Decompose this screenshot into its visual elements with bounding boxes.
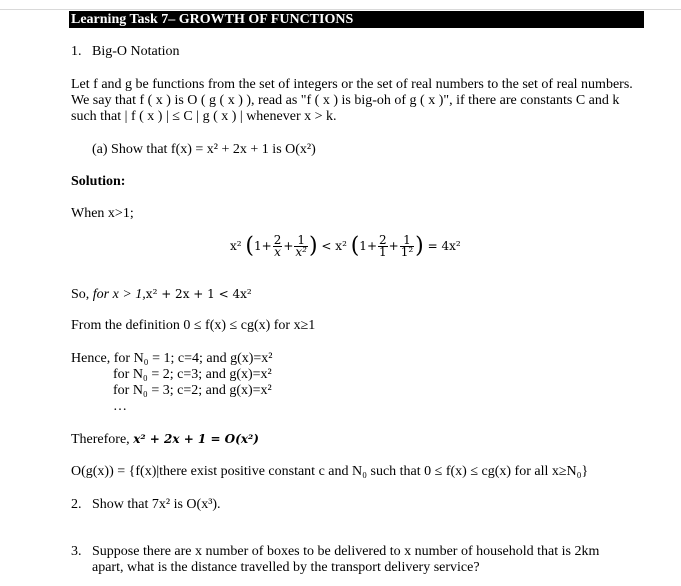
task-title: Learning Task 7– GROWTH OF FUNCTIONS [69,11,644,28]
eq-frac-1-over-x2 [294,235,308,258]
item-2-text: Show that 7x² is O(x³). [92,497,221,512]
item-3-line-2: apart, what is the distance travelled by the transport delivery service? [92,560,480,575]
therefore-line [71,431,259,448]
eq-frac-2-over-1 [378,235,388,258]
page-top-border [0,9,681,10]
solution-label: Solution: [71,174,126,189]
eq-frac-1-over-1sq [400,235,414,258]
eq-frac-1-over-x2-num: 1 [294,235,308,247]
item-1-heading: Big-O Notation [92,44,180,59]
eq-one-left: 1 [254,239,262,253]
eq-close-paren-right: ) [415,233,424,259]
big-o-set-definition: O(g(x)) = {f(x)|there exist positive constant c and N₀ such that 0 ≤ f(x) ≤ cg(x) for all x≥N₀} [71,464,589,479]
part-a-question: (a) Show that f(x) = x² + 2x + 1 is O(x²) [92,142,316,157]
eq-open-paren-left: ( [245,233,254,259]
so-line [71,286,252,303]
hence-line-2: for N₀ = 2; c=3; and g(x)=x² [113,367,272,382]
eq-plus-3: + [366,239,377,253]
hence-ellipsis: … [113,399,127,414]
item-1-number: 1. [71,44,82,59]
eq-frac-1-over-x2-den: x² [295,245,307,259]
eq-frac-1-over-1sq-den: 1² [400,245,414,259]
definition-paragraph-line-3: such that | f ( x ) | ≤ C | g ( x ) | whenever x > k. [71,109,337,124]
definition-paragraph-line-2: We say that f ( x ) is O ( g ( x ) ), read as "f ( x ) is big-oh of g ( x )", if there are constants C and k [71,93,620,108]
inequality-equation [230,232,461,261]
so-expression: x² + 2x + 1 < 4x² [145,287,252,301]
hence-line-1: Hence, for N₀ = 1; c=4; and g(x)=x² [71,351,273,366]
eq-frac-2-over-1-num: 2 [379,233,387,247]
eq-less-than: < [321,239,332,253]
item-3-line-1: Suppose there are x number of boxes to be delivered to x number of household that is 2km [92,544,600,559]
eq-x-squared-left: x² [230,239,242,253]
eq-open-paren-right: ( [350,233,360,259]
therefore-expression: x² + 2x + 1 = O(x²) [133,432,259,446]
eq-plus-1: + [261,239,272,253]
hence-line-3: for N₀ = 3; c=2; and g(x)=x² [113,383,272,398]
eq-frac-2-over-1-den: 1 [379,245,387,259]
item-3-number: 3. [71,544,82,559]
eq-one-right: 1 [359,239,367,253]
eq-frac-2-over-x-den: x [274,245,281,259]
item-2-number: 2. [71,497,82,512]
eq-close-paren-left: ) [308,233,318,259]
eq-frac-2-over-x [273,235,283,258]
eq-frac-1-over-1sq-num: 1 [400,235,414,247]
definition-line: From the definition 0 ≤ f(x) ≤ cg(x) for x≥1 [71,318,316,333]
eq-x-squared-right: x² [335,239,347,253]
eq-plus-2: + [283,239,294,253]
therefore-prefix: Therefore, [71,432,130,447]
definition-paragraph-line-1: Let f and g be functions from the set of integers or the set of real numbers to the set of real numbers. [71,77,633,92]
eq-frac-2-over-x-num: 2 [273,233,282,247]
when-condition: When x>1; [71,206,134,221]
so-for-x: for x > 1, [92,287,146,302]
eq-rhs: = 4x² [427,239,461,253]
so-prefix: So, [71,287,90,302]
eq-plus-4: + [388,239,399,253]
